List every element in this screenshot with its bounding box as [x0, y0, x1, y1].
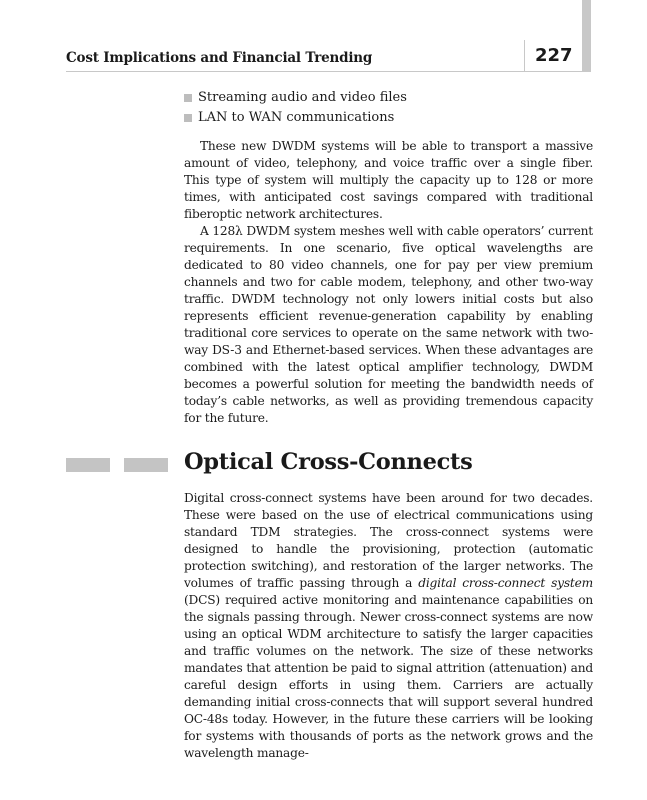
page-edge-tab	[582, 0, 591, 71]
paragraph	[184, 490, 593, 762]
section-heading: Optical Cross-Connects	[184, 449, 473, 475]
bullet-list	[184, 88, 594, 128]
bullet-text: Streaming audio and video files	[198, 90, 407, 105]
running-header-title: Cost Implications and Financial Trending	[66, 50, 373, 66]
paragraph: These new DWDM systems will be able to transport a massive amount of video, telephony, and voice traffic over a single fiber. This type of system will multiply the capacity up to 128 or more times, with anticipated cost savings compared with traditional fiberoptic network architectures.	[184, 139, 593, 221]
defined-term: digital cross-connect system	[418, 576, 593, 590]
bullet-item	[184, 108, 594, 128]
paragraph-text: (DCS) required active monitoring and maintenance capabilities on the signals passing through. Newer cross-connect systems are now using an optical WDM architecture to satisfy the larger capacities and traffic volumes on the network. The size of these networks mandates that attention be paid to signal attrition (attenuation) and careful design efforts in using them. Carriers are actually demanding initial cross-connects that will support several hundred OC-48s today. However, in the future these carriers will be looking for systems with thousands of ports as the network grows and the wavelength manage-	[184, 593, 593, 760]
bullet-text: LAN to WAN communications	[198, 110, 395, 125]
section-decoration-bar	[124, 458, 168, 472]
paragraph: A 128λ DWDM system meshes well with cable operators’ current requirements. In one scenario, five optical wavelengths are dedicated to 80 video channels, one for pay per view premium channels and two for cable modem, telephony, and other two-way traffic. DWDM technology not only lowers initial costs but also represents efficient revenue-generation capability by enabling traditional core services to operate on the same network with two-way DS-3 and Ethernet-based services. When these advantages are combined with the latest optical amplifier technology, DWDM becomes a powerful solution for meeting the bandwidth needs of today’s cable networks, as well as providing tremendous capacity for the future.	[184, 224, 593, 425]
header-rule	[66, 71, 591, 72]
section-decoration-bar	[66, 458, 110, 472]
body-text-intro	[184, 138, 593, 427]
square-bullet-icon	[184, 114, 192, 122]
bullet-item	[184, 88, 594, 108]
page-number: 227	[535, 45, 573, 66]
square-bullet-icon	[184, 94, 192, 102]
body-text-section	[184, 490, 593, 762]
page-number-box	[524, 40, 583, 71]
paragraph-text: Digital cross-connect systems have been around for two decades. These were based on the use of electrical communications using standard TDM strategies. The cross-connect systems were designed to handle the provisioning, protection (automatic protection switching), and restoration of the larger networks. The volumes of traffic passing through a	[184, 491, 593, 590]
